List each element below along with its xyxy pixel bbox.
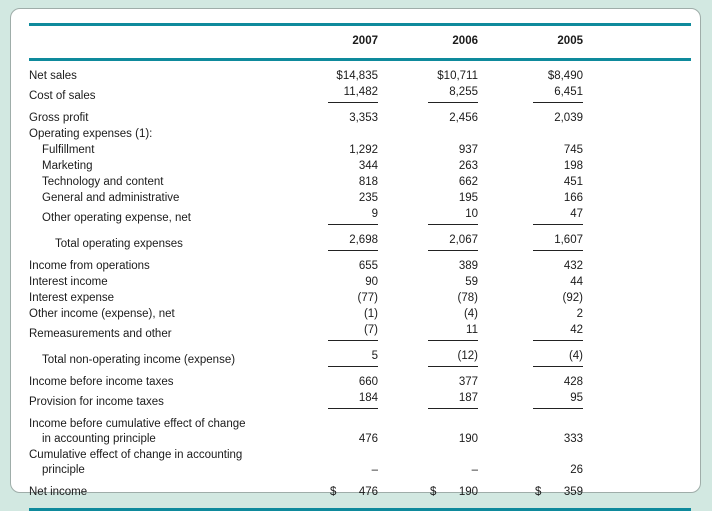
value-cell: (1) — [363, 308, 378, 320]
value-cell: 26 — [570, 464, 583, 476]
row-label: Net sales — [29, 70, 77, 82]
row-label: Interest expense — [29, 292, 115, 304]
value-cell: 2,039 — [554, 112, 583, 124]
value-cell: $14,835 — [336, 70, 378, 82]
income-table-body — [29, 60, 691, 502]
row-spacer — [583, 175, 691, 191]
row-value — [378, 448, 478, 464]
net-income-value: 476 — [358, 486, 378, 498]
row-spacer — [583, 275, 691, 291]
table-row — [29, 60, 691, 86]
row-label: Total non-operating income (expense) — [42, 354, 236, 366]
value-cell: 1,292 — [349, 144, 378, 156]
statement-content — [29, 23, 691, 511]
value-cell: (92) — [562, 292, 583, 304]
value-cell: $8,490 — [547, 70, 583, 82]
value-cell: 2,456 — [449, 112, 478, 124]
row-spacer — [583, 127, 691, 143]
value-cell: 11 — [428, 324, 478, 341]
value-cell: (78) — [457, 292, 478, 304]
row-value — [278, 60, 378, 86]
row-spacer — [583, 307, 691, 323]
row-label: Net income — [29, 486, 88, 498]
row-label: Total operating expenses — [55, 238, 183, 250]
row-value — [478, 391, 583, 411]
row-value — [478, 275, 583, 291]
income-statement-table — [29, 26, 691, 501]
value-cell: 2 — [576, 308, 583, 320]
row-value — [378, 343, 478, 369]
row-value — [278, 323, 378, 343]
row-spacer — [583, 143, 691, 159]
row-value — [278, 127, 378, 143]
row-spacer — [583, 159, 691, 175]
row-value — [378, 159, 478, 175]
row-label: Cost of sales — [29, 90, 96, 102]
value-cell: 195 — [458, 192, 478, 204]
table-row — [29, 207, 691, 227]
row-value — [478, 227, 583, 253]
value-cell: 432 — [563, 260, 583, 272]
row-value — [478, 105, 583, 127]
value-cell: $10,711 — [437, 70, 478, 82]
row-label: Marketing — [42, 160, 93, 172]
value-cell: 184 — [328, 392, 378, 409]
row-label: Fulfillment — [42, 144, 95, 156]
table-row — [29, 343, 691, 369]
column-header-2007: 2007 — [278, 26, 378, 60]
row-value — [278, 105, 378, 127]
value-cell: 451 — [563, 176, 583, 188]
value-cell — [330, 486, 378, 499]
row-value — [478, 175, 583, 191]
row-label: Other income (expense), net — [29, 308, 175, 320]
value-cell — [430, 486, 478, 499]
value-cell: 44 — [570, 276, 583, 288]
value-cell: (7) — [328, 324, 378, 341]
table-row — [29, 307, 691, 323]
dollar-sign: $ — [330, 486, 337, 498]
row-label: Cumulative effect of change in accounting — [29, 449, 243, 461]
row-value — [378, 479, 478, 501]
table-row — [29, 191, 691, 207]
row-value — [378, 307, 478, 323]
table-row — [29, 448, 691, 464]
table-row — [29, 391, 691, 411]
row-label: Income from operations — [29, 260, 150, 272]
row-value — [278, 411, 378, 433]
column-header-2006: 2006 — [378, 26, 478, 60]
row-value — [278, 369, 378, 391]
table-row — [29, 127, 691, 143]
row-value — [278, 391, 378, 411]
row-spacer — [583, 253, 691, 275]
value-cell — [535, 486, 583, 499]
value-cell: 42 — [533, 324, 583, 341]
value-cell: 3,353 — [349, 112, 378, 124]
dollar-sign: $ — [430, 486, 437, 498]
row-value — [478, 448, 583, 464]
row-spacer — [583, 60, 691, 86]
column-header-2005: 2005 — [478, 26, 583, 60]
row-value — [378, 143, 478, 159]
value-cell: 9 — [328, 208, 378, 225]
row-value — [278, 227, 378, 253]
value-cell: 662 — [458, 176, 478, 188]
table-row — [29, 433, 691, 448]
row-spacer — [583, 105, 691, 127]
row-value — [278, 307, 378, 323]
row-value — [278, 464, 378, 479]
row-label: principle — [42, 464, 85, 476]
row-value — [478, 191, 583, 207]
row-spacer — [583, 369, 691, 391]
row-value — [278, 159, 378, 175]
value-cell: – — [471, 464, 478, 476]
row-value — [478, 253, 583, 275]
row-value — [378, 253, 478, 275]
row-label: Interest income — [29, 276, 108, 288]
value-cell: 11,482 — [328, 86, 378, 103]
row-value — [478, 323, 583, 343]
value-cell: 2,067 — [428, 234, 478, 251]
row-value — [278, 448, 378, 464]
table-row — [29, 464, 691, 479]
value-cell: 47 — [533, 208, 583, 225]
table-row — [29, 479, 691, 501]
row-value — [378, 291, 478, 307]
row-value — [378, 323, 478, 343]
table-row — [29, 159, 691, 175]
table-row — [29, 369, 691, 391]
value-cell: 818 — [358, 176, 378, 188]
row-value — [378, 464, 478, 479]
dollar-sign: $ — [535, 486, 542, 498]
row-value — [478, 143, 583, 159]
row-value — [478, 60, 583, 86]
row-spacer — [583, 227, 691, 253]
row-value — [278, 479, 378, 501]
row-spacer — [583, 85, 691, 105]
row-value — [478, 127, 583, 143]
row-value — [278, 343, 378, 369]
row-spacer — [583, 323, 691, 343]
row-value — [378, 207, 478, 227]
value-cell: 90 — [365, 276, 378, 288]
row-value — [478, 369, 583, 391]
row-value — [278, 143, 378, 159]
table-row — [29, 323, 691, 343]
header-right-spacer — [583, 26, 691, 60]
row-value — [478, 464, 583, 479]
row-value — [378, 60, 478, 86]
value-cell: 745 — [563, 144, 583, 156]
value-cell: 263 — [458, 160, 478, 172]
row-value — [378, 191, 478, 207]
row-value — [478, 207, 583, 227]
value-cell: 8,255 — [428, 86, 478, 103]
row-value — [478, 411, 583, 433]
row-value — [378, 391, 478, 411]
value-cell: 5 — [328, 350, 378, 367]
row-label: Income before income taxes — [29, 376, 174, 388]
value-cell: (4) — [463, 308, 478, 320]
row-value — [478, 159, 583, 175]
value-cell: 655 — [358, 260, 378, 272]
row-value — [478, 479, 583, 501]
value-cell: 476 — [358, 433, 378, 445]
row-spacer — [583, 464, 691, 479]
row-label: in accounting principle — [42, 433, 156, 445]
value-cell: 190 — [458, 433, 478, 445]
value-cell: 10 — [428, 208, 478, 225]
value-cell: 660 — [358, 376, 378, 388]
value-cell: 377 — [458, 376, 478, 388]
row-value — [378, 227, 478, 253]
table-row — [29, 143, 691, 159]
row-value — [378, 433, 478, 448]
table-row — [29, 175, 691, 191]
table-row — [29, 85, 691, 105]
value-cell: 166 — [563, 192, 583, 204]
table-row — [29, 275, 691, 291]
value-cell: 59 — [465, 276, 478, 288]
row-value — [278, 191, 378, 207]
value-cell: 389 — [458, 260, 478, 272]
row-spacer — [583, 411, 691, 433]
row-value — [378, 105, 478, 127]
row-spacer — [583, 391, 691, 411]
row-label: Operating expenses (1): — [29, 128, 153, 140]
value-cell: 198 — [563, 160, 583, 172]
net-income-value: 190 — [458, 486, 478, 498]
row-spacer — [583, 191, 691, 207]
row-spacer — [583, 433, 691, 448]
value-cell: 187 — [428, 392, 478, 409]
row-value — [378, 85, 478, 105]
row-value — [278, 85, 378, 105]
header-label-spacer — [29, 26, 278, 60]
row-value — [278, 253, 378, 275]
row-spacer — [583, 448, 691, 464]
financial-statement-panel — [10, 8, 701, 498]
row-value — [478, 433, 583, 448]
table-row — [29, 105, 691, 127]
value-cell: 2,698 — [328, 234, 378, 251]
row-value — [378, 275, 478, 291]
row-spacer — [583, 343, 691, 369]
table-row — [29, 253, 691, 275]
value-cell: (12) — [428, 350, 478, 367]
table-row — [29, 227, 691, 253]
row-value — [278, 291, 378, 307]
header-row — [29, 26, 691, 60]
value-cell: – — [371, 464, 378, 476]
row-label: Technology and content — [42, 176, 164, 188]
value-cell: 1,607 — [533, 234, 583, 251]
row-label: Gross profit — [29, 112, 89, 124]
table-row — [29, 291, 691, 307]
row-value — [478, 85, 583, 105]
row-label: Income before cumulative effect of change — [29, 418, 246, 430]
row-value — [378, 369, 478, 391]
row-value — [378, 127, 478, 143]
value-cell: (4) — [533, 350, 583, 367]
row-label: Remeasurements and other — [29, 328, 172, 340]
row-value — [378, 175, 478, 191]
row-spacer — [583, 207, 691, 227]
row-label: General and administrative — [42, 192, 180, 204]
row-label: Provision for income taxes — [29, 396, 164, 408]
row-value — [378, 411, 478, 433]
value-cell: 235 — [358, 192, 378, 204]
value-cell: 428 — [563, 376, 583, 388]
value-cell: (77) — [357, 292, 378, 304]
value-cell: 937 — [458, 144, 478, 156]
value-cell: 333 — [563, 433, 583, 445]
row-value — [278, 275, 378, 291]
value-cell: 6,451 — [533, 86, 583, 103]
row-value — [278, 207, 378, 227]
table-row — [29, 411, 691, 433]
value-cell: 344 — [358, 160, 378, 172]
row-label: Other operating expense, net — [42, 212, 191, 224]
value-cell: 95 — [533, 392, 583, 409]
row-value — [478, 291, 583, 307]
row-spacer — [583, 291, 691, 307]
net-income-value: 359 — [563, 486, 583, 498]
row-value — [478, 307, 583, 323]
row-value — [278, 175, 378, 191]
row-value — [478, 343, 583, 369]
row-value — [278, 433, 378, 448]
row-spacer — [583, 479, 691, 501]
